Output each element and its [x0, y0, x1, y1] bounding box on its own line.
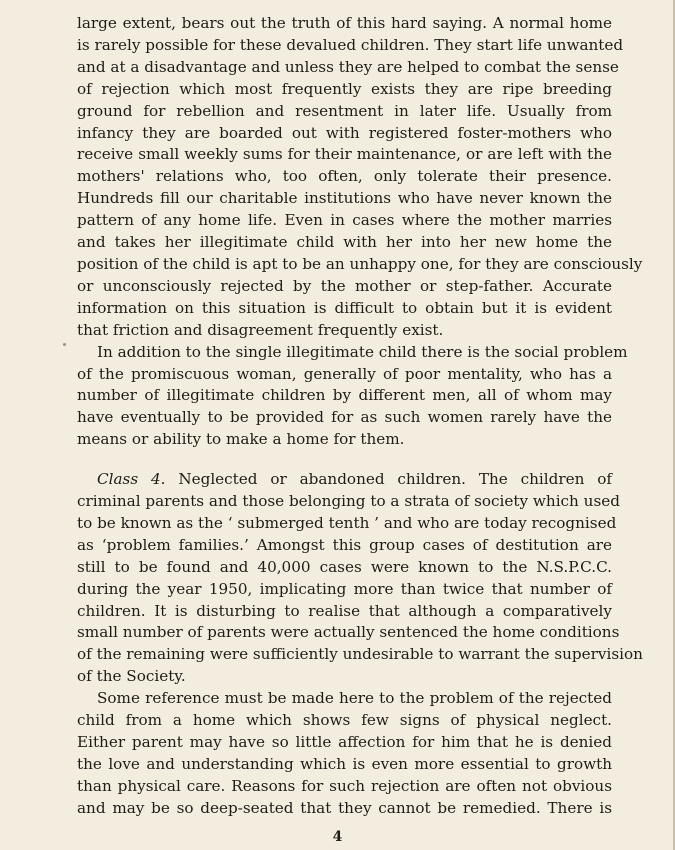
text-line: Hundreds fill our charitable institutions who have never known the [77, 189, 612, 208]
text-line: and at a disadvantage and unless they are helped to combat the sense [77, 57, 619, 76]
text-line: of the Society. [77, 667, 186, 686]
text-line: of rejection which most frequently exists they are ripe breeding [77, 79, 612, 98]
text-line: large extent, bears out the truth of this hard saying. A normal home [77, 14, 612, 32]
text-line: have eventually to be provided for as such women rarely have the [77, 408, 612, 427]
paragraph-4 [77, 688, 612, 819]
text-line: Some reference must be made here to the problem of the rejected [97, 689, 612, 708]
text-line: is rarely possible for these devalued children. They start life unwanted [77, 35, 624, 54]
body-text [77, 13, 643, 820]
text-line [77, 469, 612, 491]
class-4-label: Class 4. [97, 470, 166, 489]
text-line: and takes her illegitimate child with her into her new home the [77, 233, 612, 252]
class-4-heading-text: Neglected or abandoned children. The children of [178, 470, 612, 489]
text-line: means or ability to make a home for them. [77, 430, 405, 449]
text-line: Either parent may have so little affection for him that he is denied [77, 733, 612, 751]
text-line: small number of parents were actually sentenced the home conditions [77, 623, 620, 642]
paragraph-2 [77, 342, 628, 452]
text-line: of the remaining were sufficiently undesirable to warrant the supervision [77, 645, 643, 664]
text-line: still to be found and 40,000 cases were known to the N.S.P.C.C. [77, 557, 612, 576]
margin-mark [63, 343, 66, 346]
text-line: of the promiscuous woman, generally of poor mentality, who has a [77, 364, 612, 383]
text-line: information on this situation is difficult to obtain but it is evident [77, 298, 612, 317]
text-line: the love and understanding which is even more essential to growth [77, 754, 612, 773]
text-line: during the year 1950, implicating more than twice that number of [77, 579, 612, 598]
text-line: number of illegitimate children by different men, all of whom may [77, 386, 612, 405]
text-line: criminal parents and those belonging to a strata of society which used [77, 492, 620, 511]
paragraph-3 [77, 469, 643, 688]
text-line: pattern of any home life. Even in cases where the mother marries [77, 211, 612, 230]
text-line: that friction and disagreement frequently exist. [77, 320, 444, 339]
text-line: ground for rebellion and resentment in later life. Usually from [77, 101, 612, 120]
text-line: and may be so deep-seated that they cannot be remedied. There is [77, 798, 612, 817]
text-line: position of the child is apt to be an unhappy one, for they are consciously [77, 254, 643, 273]
text-line: In addition to the single illegitimate child there is the social problem [97, 342, 628, 361]
text-line: infancy they are boarded out with registered foster-mothers who [77, 123, 612, 142]
text-line: child from a home which shows few signs of physical neglect. [77, 711, 612, 730]
paragraph-gap [77, 451, 612, 469]
text-line: children. It is disturbing to realise that although a comparatively [77, 601, 612, 620]
text-line: receive small weekly sums for their maintenance, or are left with the [77, 145, 612, 164]
text-line: or unconsciously rejected by the mother or step-father. Accurate [77, 276, 612, 295]
paragraph-1 [77, 13, 643, 342]
text-line: to be known as the ‘ submerged tenth ’ and who are today recognised [77, 513, 617, 532]
text-line: mothers' relations who, too often, only tolerate their presence. [77, 167, 612, 186]
text-line: than physical care. Reasons for such rejection are often not obvious [77, 776, 612, 795]
text-line: as ‘problem families.’ Amongst this group cases of destitution are [77, 535, 612, 554]
page-number: 4 [332, 829, 343, 845]
